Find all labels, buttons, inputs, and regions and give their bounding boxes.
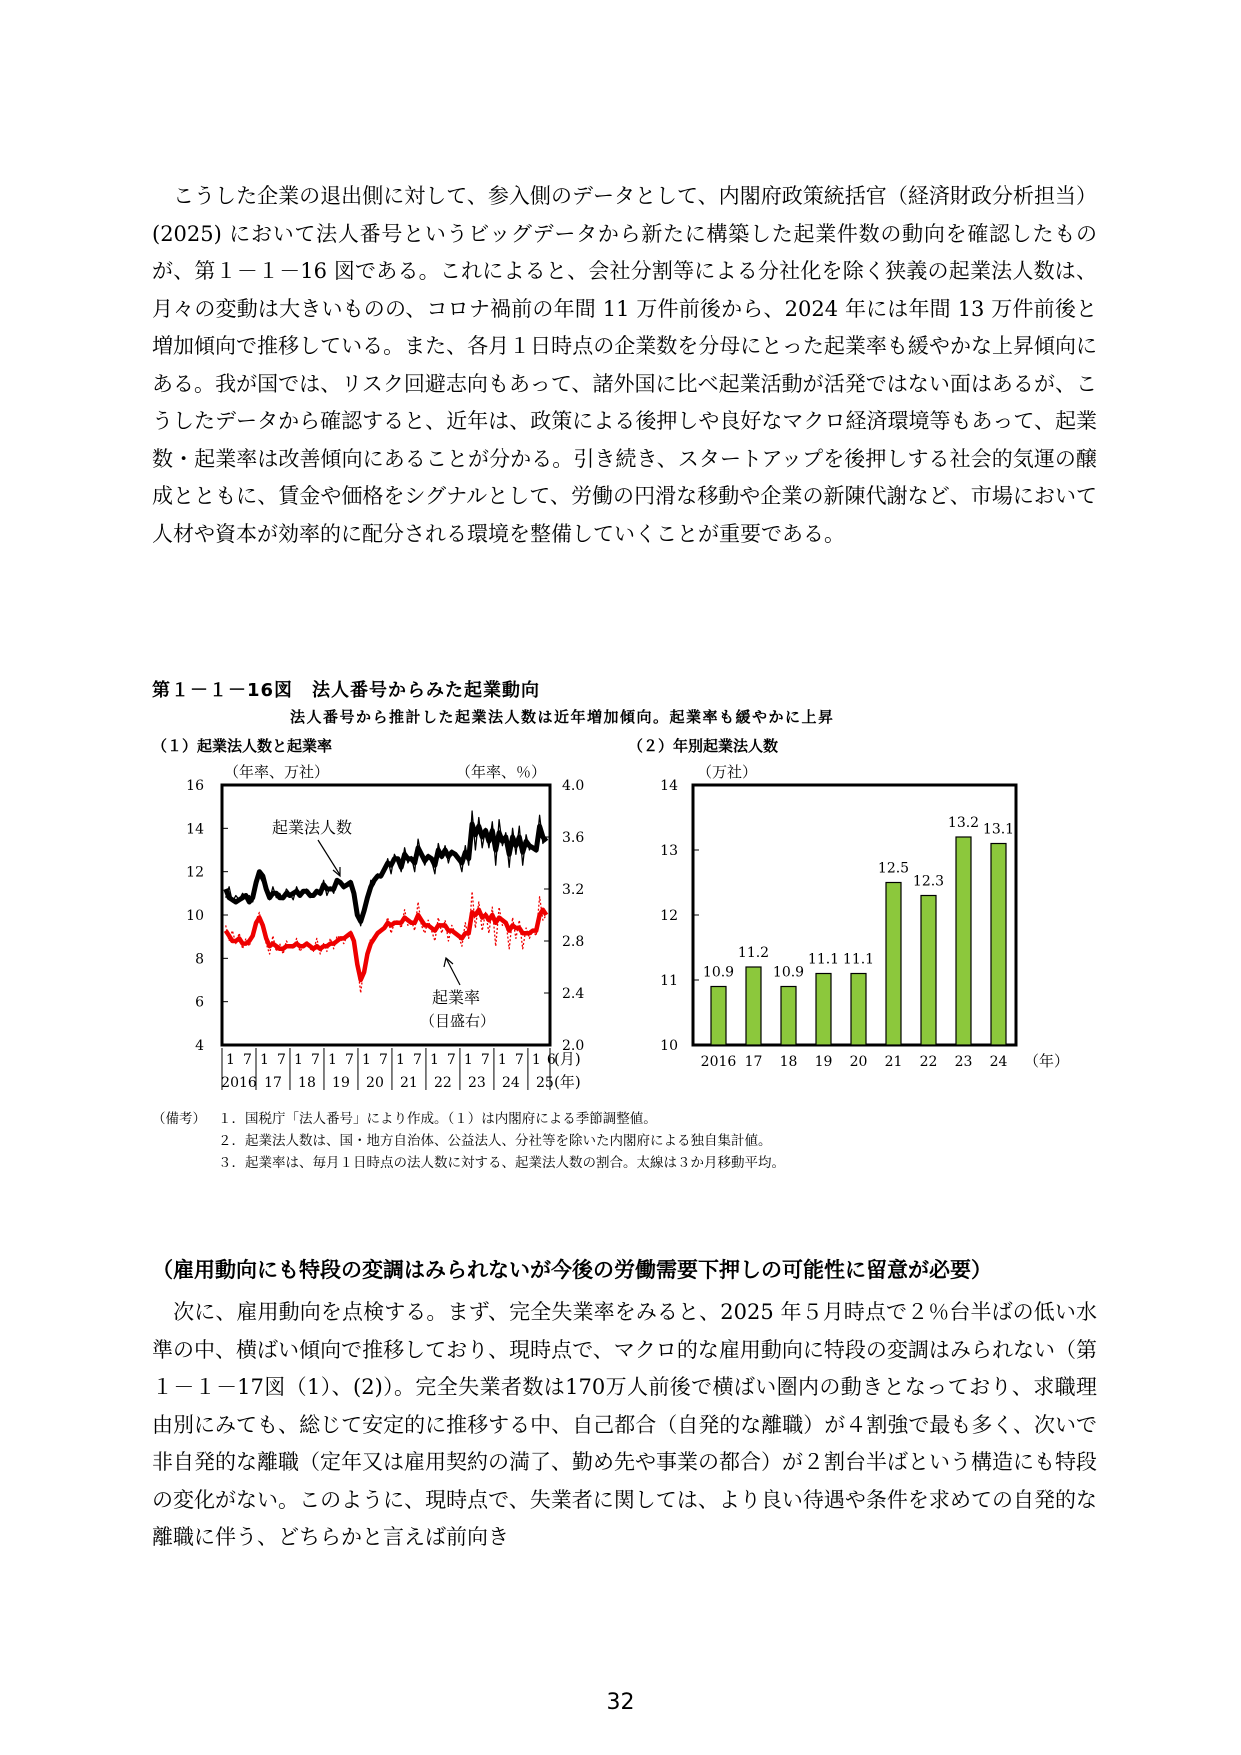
year-label: 20 (366, 1075, 384, 1091)
bar-tick-label: 12 (660, 908, 678, 924)
annotation-rate-arrow (446, 958, 460, 985)
bar-value-label: 11.1 (842, 951, 875, 968)
bar-value-label: 10.9 (772, 964, 805, 981)
right-tick-label: 3.6 (562, 830, 585, 846)
month-unit: (月) (554, 1050, 581, 1068)
paragraph-2-text: 次に、雇用動向を点検する。まず、完全失業率をみると、2025 年５月時点で２％台半ばの低い水準の中、横ばい傾向で推移しており、現時点で、マクロ的な雇用動向に特段の変調はみられない（第１－１－17図（1）、(2)）。完全失業者数は170万人前後で横ばい圏内の動きとなっており、求職理由別にみても、総じて安定的に推移する中、自己都合（自発的な離職）が４割強で最も多く、次いで非自発的な離職（定年又は雇用契約の満了、勤め先や事業の都合）が２割台半ばという構造にも特段の変化がない。このように、現時点で、失業者に関しては、より良い待遇や条件を求めての自発的な離職に伴う、どちらかと言えば前向き (152, 1300, 1097, 1549)
year-label: 22 (434, 1075, 452, 1091)
left-tick-label: 10 (186, 908, 204, 924)
bar-category-label: 2016 (700, 1054, 737, 1070)
year-label: 24 (501, 1075, 520, 1091)
bar-value-label: 12.3 (912, 873, 945, 890)
page-number: 32 (606, 1690, 635, 1715)
year-label: 17 (264, 1075, 282, 1091)
year-label: 2016 (221, 1075, 257, 1091)
bar-value-label: 11.2 (737, 945, 770, 961)
bar-value-label: 13.1 (982, 821, 1015, 838)
month-tick: 7 (310, 1052, 320, 1068)
bar-17 (746, 967, 761, 1045)
right-tick-label: 3.2 (562, 882, 585, 898)
bar-value-label: 12.5 (877, 860, 910, 877)
bar-axis-unit: （万社） (697, 763, 758, 781)
bar-18 (781, 987, 796, 1046)
bar-21 (886, 883, 901, 1046)
year-label: 21 (400, 1075, 418, 1091)
bar-22 (921, 896, 936, 1046)
left-axis-unit: （年率、万社） (224, 763, 330, 781)
series-line-起業率3か月移動平均 (226, 910, 547, 980)
bar-category-label: 18 (779, 1054, 798, 1070)
figure-subtitle: 法人番号から推計した起業法人数は近年増加傾向。起業率も緩やかに上昇 (290, 708, 835, 726)
figure-title: 第１－１－16図 法人番号からみた起業動向 (152, 680, 541, 701)
month-tick: 1 (497, 1052, 507, 1068)
panel-2-label: （２）年別起業法人数 (628, 737, 779, 755)
bar-2016 (711, 987, 726, 1046)
left-tick-label: 16 (186, 778, 204, 794)
month-tick: 7 (276, 1052, 286, 1068)
series-line-起業法人数3か月移動平均 (226, 824, 547, 922)
right-tick-label: 2.4 (562, 986, 585, 1002)
paragraph-1-text: こうした企業の退出側に対して、参入側のデータとして、内閣府政策統括官（経済財政分析担当）(2025) において法人番号というビッグデータから新たに構築した起業件数の動向を確認したものが、第１－１－16 図である。これによると、会社分割等による分社化を除く狭義の起業法人数は、月々の変動は大きいものの、コロナ禍前の年間 11 万件前後から、2024 年には年間 13 万件前後と増加傾向で推移している。また、各月１日時点の企業数を分母にとった起業率も緩やかな上昇傾向にある。我が国では、リスク回避志向もあって、諸外国に比べ起業活動が活発ではない面はあるが、こうしたデータから確認すると、近年は、政策による後押しや良好なマクロ経済環境等もあって、起業数・起業率は改善傾向にあることが分かる。引き続き、スタートアップを後押しする社会的気運の醸成とともに、賃金や価格をシグナルとして、労働の円滑な移動や企業の新陳代謝など、市場において人材や資本が効率的に配分される環境を整備していくことが重要である。 (152, 184, 1097, 546)
month-tick: 7 (378, 1052, 388, 1068)
month-tick: 1 (429, 1052, 439, 1068)
bar-category-label: 20 (849, 1054, 868, 1070)
bar-category-label: 17 (744, 1054, 763, 1070)
year-label: 25 (535, 1075, 554, 1091)
bar-tick-label: 10 (660, 1038, 678, 1054)
notes-lead: （備考） (152, 1111, 206, 1127)
year-label: 23 (468, 1075, 486, 1091)
paragraph-2 (152, 1294, 1097, 1557)
right-tick-label: 2.8 (562, 934, 585, 950)
bar-category-label: 22 (919, 1054, 938, 1070)
left-tick-label: 6 (195, 994, 204, 1011)
bar-category-label: 21 (884, 1054, 903, 1070)
annotation-rate: 起業率 (432, 988, 481, 1007)
right-tick-label: 4.0 (562, 778, 585, 794)
month-tick: 1 (531, 1052, 541, 1068)
note-item-2: ２．起業法人数は、国・地方自治体、公益法人、分社等を除いた内閣府による独自集計値。 (218, 1133, 772, 1149)
left-tick-label: 14 (186, 821, 204, 838)
bar-value-label: 13.2 (947, 815, 980, 831)
month-tick: 1 (463, 1052, 473, 1068)
month-tick: 1 (259, 1052, 269, 1068)
bar-20 (851, 974, 866, 1046)
bar-tick-label: 13 (660, 843, 678, 859)
bar-category-label: 24 (989, 1054, 1008, 1070)
annotation-firms-arrow (318, 840, 340, 875)
note-item-3: ３．起業率は、毎月１日時点の法人数に対する、起業法人数の割合。太線は３か月移動平均。 (218, 1155, 785, 1171)
month-tick: 1 (361, 1052, 371, 1068)
right-tick-label: 2.0 (562, 1038, 585, 1054)
annotation-rate-axis: （目盛右） (420, 1012, 496, 1030)
month-tick: 7 (344, 1052, 354, 1068)
month-tick: 1 (293, 1052, 303, 1068)
month-tick: 7 (514, 1052, 524, 1068)
month-tick: 1 (395, 1052, 405, 1068)
left-tick-label: 8 (195, 951, 204, 968)
left-tick-label: 4 (195, 1038, 204, 1054)
month-tick: 7 (446, 1052, 456, 1068)
year-label: 19 (332, 1075, 350, 1091)
bar-category-label: 23 (954, 1054, 973, 1070)
section-heading: （雇用動向にも特段の変調はみられないが今後の労働需要下押しの可能性に留意が必要） (152, 1258, 992, 1282)
bar-category-label: 19 (814, 1054, 833, 1070)
bar-value-label: 11.1 (807, 951, 840, 968)
month-tick-last: 6 (546, 1052, 556, 1068)
bar-x-unit: （年） (1024, 1052, 1070, 1070)
month-tick: 7 (480, 1052, 490, 1068)
panel-1-label: （１）起業法人数と起業率 (152, 737, 333, 755)
notes (152, 1108, 785, 1174)
bar-tick-label: 14 (660, 778, 678, 794)
month-tick: 1 (327, 1052, 337, 1068)
annotation-firms: 起業法人数 (272, 818, 353, 837)
note-item-1: １．国税庁「法人番号」により作成。（１）は内閣府による季節調整値。 (218, 1111, 657, 1127)
bar-19 (816, 974, 831, 1046)
month-tick: 1 (226, 1052, 235, 1068)
right-axis-unit: （年率、％） (455, 763, 546, 781)
year-unit: (年) (554, 1073, 581, 1091)
bar-tick-label: 11 (660, 973, 678, 989)
year-label: 18 (298, 1075, 316, 1091)
left-tick-label: 12 (186, 864, 204, 881)
bar-23 (956, 837, 971, 1045)
bar-24 (991, 844, 1006, 1046)
month-tick: 7 (242, 1052, 252, 1068)
bar-value-label: 10.9 (702, 964, 735, 981)
month-tick: 7 (412, 1052, 422, 1068)
